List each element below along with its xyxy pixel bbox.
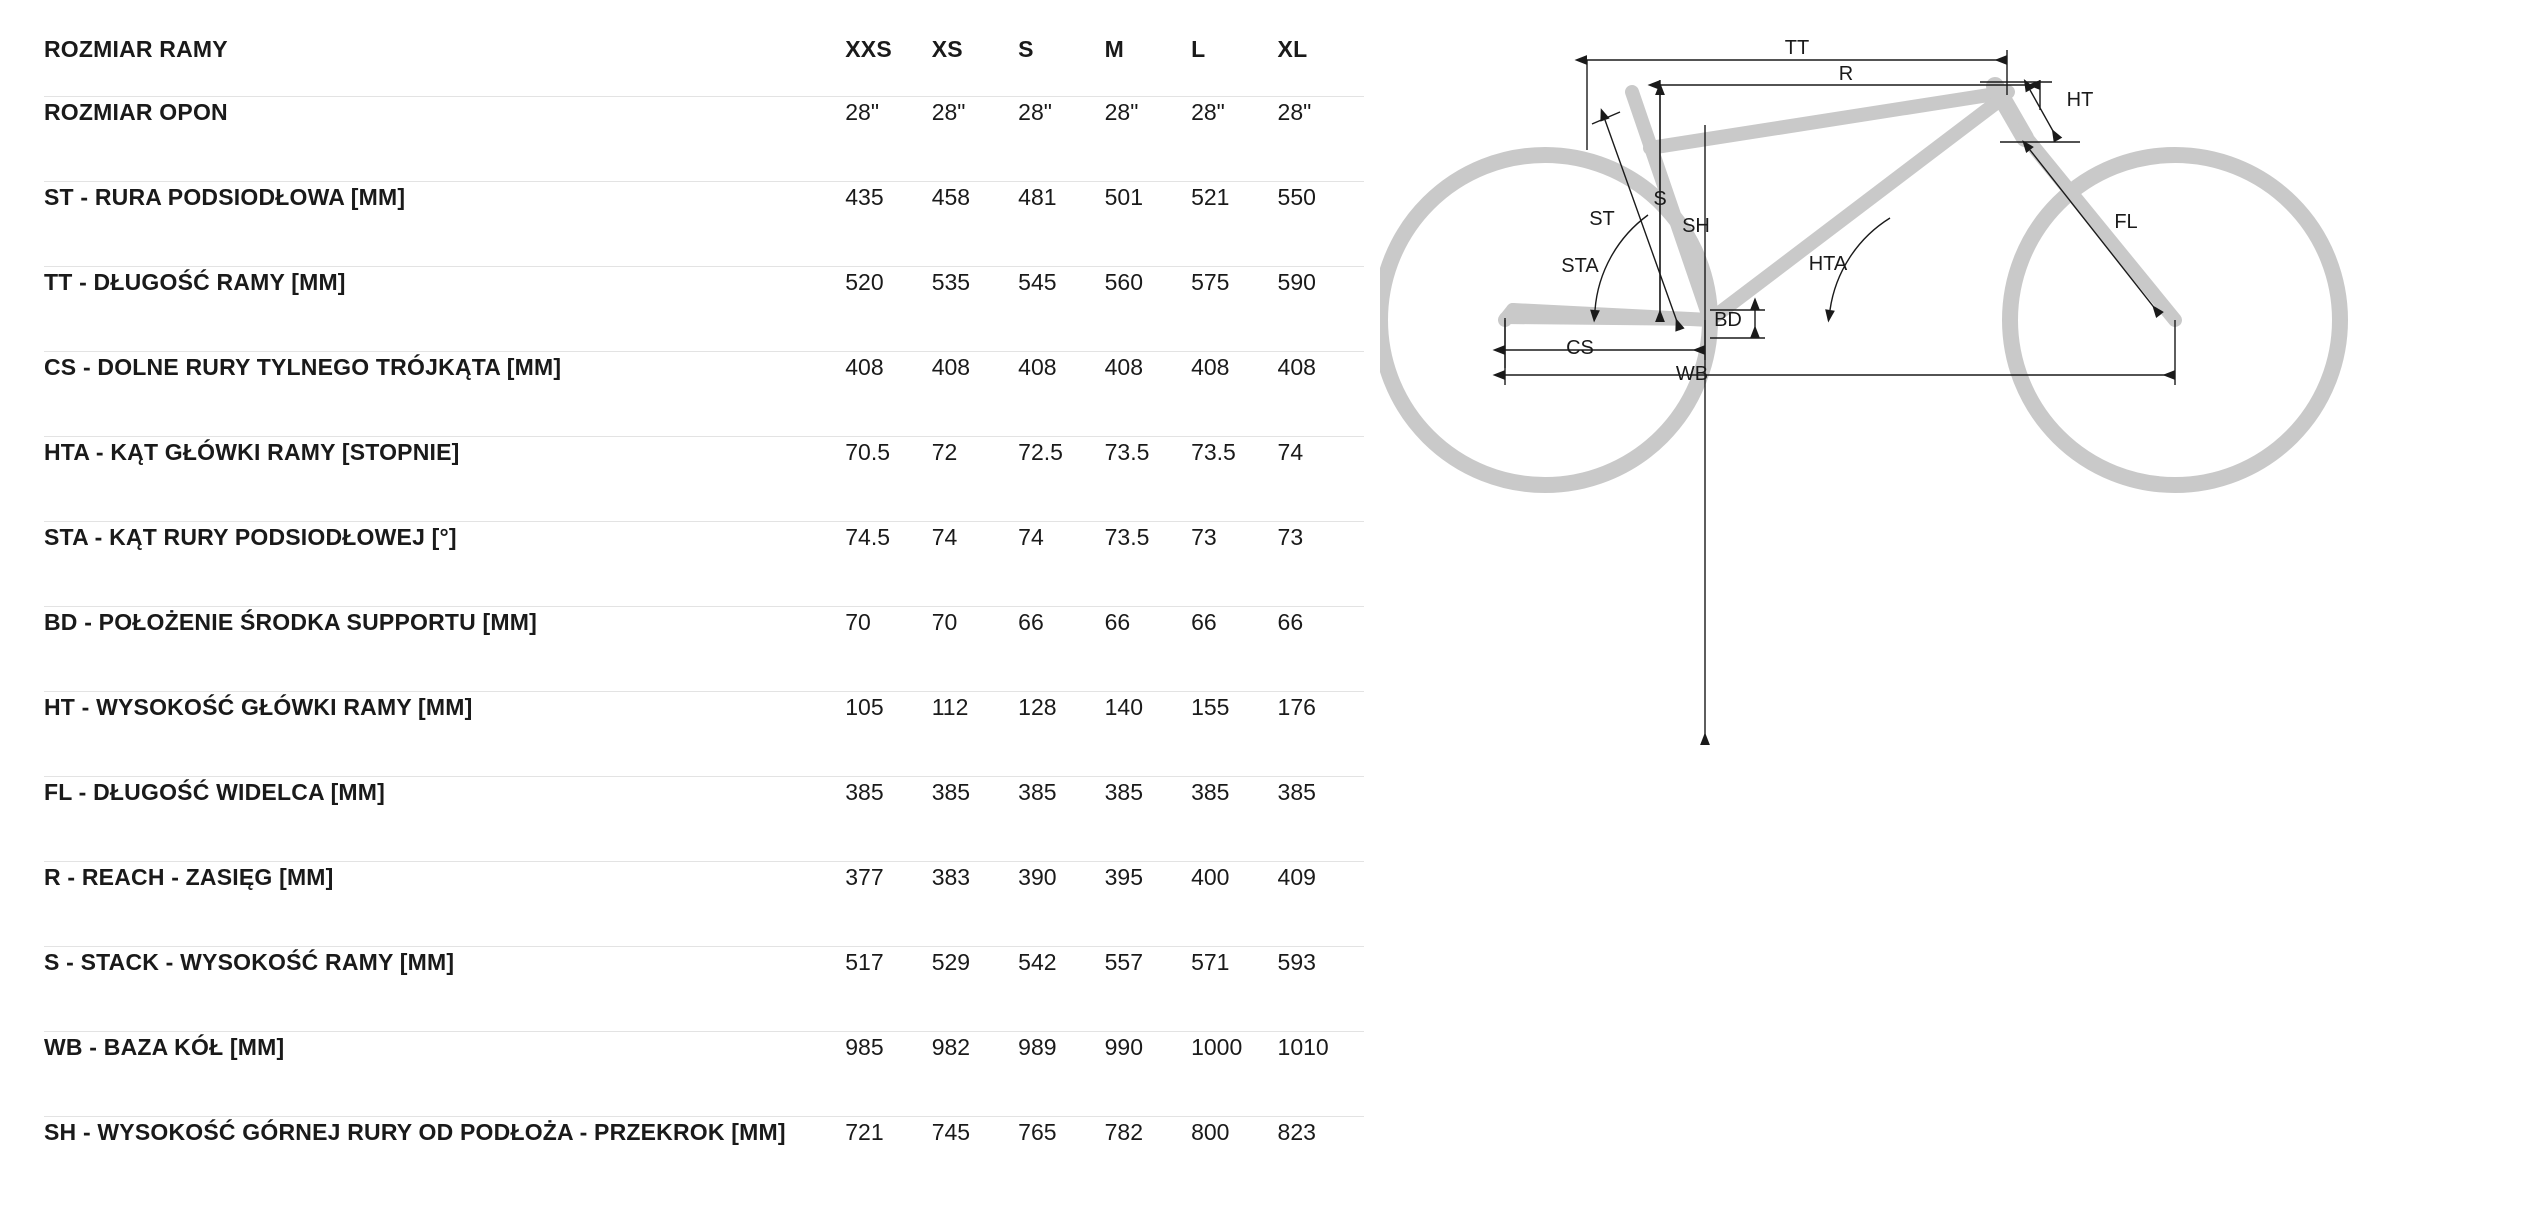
cell-value: 593 [1278, 947, 1364, 1032]
cell-value: 73.5 [1105, 522, 1191, 607]
label-hta: HTA [1808, 253, 1848, 275]
cell-value: 385 [845, 777, 931, 862]
cell-value: 409 [1278, 862, 1364, 947]
table-header-label: ROZMIAR RAMY [44, 34, 845, 97]
cell-value: 520 [845, 267, 931, 352]
row-label: WB - BAZA KÓŁ [MM] [44, 1032, 845, 1117]
cell-value: 66 [1191, 607, 1277, 692]
label-wb: WB [1675, 363, 1709, 385]
cell-value: 990 [1105, 1032, 1191, 1117]
table-row [44, 862, 1364, 947]
cell-value: 28" [1278, 97, 1364, 182]
cell-value: 989 [1018, 1032, 1104, 1117]
cell-value: 400 [1191, 862, 1277, 947]
dimension-lines [1505, 50, 2175, 745]
cell-value: 28" [1018, 97, 1104, 182]
cell-value: 155 [1191, 692, 1277, 777]
row-label: HTA - KĄT GŁÓWKI RAMY [STOPNIE] [44, 437, 845, 522]
seatstay-tube [1505, 318, 1710, 320]
cell-value: 535 [932, 267, 1018, 352]
cell-value: 408 [932, 352, 1018, 437]
cell-value: 73 [1191, 522, 1277, 607]
cell-value: 385 [1105, 777, 1191, 862]
cell-value: 385 [1191, 777, 1277, 862]
row-label: HT - WYSOKOŚĆ GŁÓWKI RAMY [MM] [44, 692, 845, 777]
label-s: S [1653, 188, 1667, 210]
cell-value: 383 [932, 862, 1018, 947]
table-row [44, 692, 1364, 777]
cell-value: 529 [932, 947, 1018, 1032]
bike-geometry-diagram [1380, 20, 2510, 780]
cell-value: 66 [1018, 607, 1104, 692]
cell-value: 128 [1018, 692, 1104, 777]
cell-value: 28" [845, 97, 931, 182]
table-row [44, 437, 1364, 522]
cell-value: 176 [1278, 692, 1364, 777]
column-header-xs: XS [932, 34, 1018, 97]
label-cs: CS [1566, 337, 1594, 359]
cell-value: 557 [1105, 947, 1191, 1032]
label-tt: TT [1784, 37, 1810, 59]
table-row [44, 607, 1364, 692]
cell-value: 435 [845, 182, 931, 267]
table-row [44, 182, 1364, 267]
cell-value: 385 [932, 777, 1018, 862]
cell-value: 70.5 [845, 437, 931, 522]
column-header-xxs: XXS [845, 34, 931, 97]
column-header-l: L [1191, 34, 1277, 97]
cell-value: 745 [931, 1119, 971, 1145]
cell-value: 385 [1018, 777, 1104, 862]
cell-value: 542 [1018, 947, 1104, 1032]
cell-value: 521 [1191, 182, 1277, 267]
cell-value: 408 [1191, 352, 1277, 437]
label-sh: SH [1682, 215, 1710, 237]
row-label: TT - DŁUGOŚĆ RAMY [MM] [44, 267, 845, 352]
label-sta: STA [1561, 255, 1599, 277]
cell-value: 105 [845, 692, 931, 777]
table-row [44, 1117, 1364, 1208]
table-header-row [44, 34, 1364, 97]
cell-value: 74 [1018, 522, 1104, 607]
rear-dropout [1505, 310, 1513, 320]
cell-value: 72 [932, 437, 1018, 522]
column-header-s: S [1018, 34, 1104, 97]
cell-value: 800 [1191, 1119, 1230, 1145]
cell-value: 571 [1191, 947, 1277, 1032]
cell-value: 765 [1018, 1119, 1057, 1145]
label-ht: HT [2066, 89, 2094, 111]
cell-value: 1000 [1191, 1032, 1277, 1117]
cell-value: 560 [1105, 267, 1191, 352]
cell-value: 28" [1191, 97, 1277, 182]
cell-value: 501 [1105, 182, 1191, 267]
label-fl: FL [2114, 211, 2138, 233]
cell-value: 74 [1278, 437, 1364, 522]
row-label: FL - DŁUGOŚĆ WIDELCA [MM] [44, 777, 845, 862]
cell-value: 73 [1278, 522, 1364, 607]
cell-value: 545 [1018, 267, 1104, 352]
cell-value: 390 [1018, 862, 1104, 947]
cell-value: 112 [932, 692, 1018, 777]
cell-value: 590 [1278, 267, 1364, 352]
cell-value: 823 [1277, 1119, 1316, 1145]
cell-value: 408 [1105, 352, 1191, 437]
cell-value: 1010 [1278, 1032, 1364, 1117]
cell-value: 72.5 [1018, 437, 1104, 522]
table-row [44, 777, 1364, 862]
column-header-m: M [1105, 34, 1191, 97]
bike-frame-illustration [1380, 86, 2340, 485]
row-label: ST - RURA PODSIODŁOWA [MM] [44, 182, 845, 267]
cell-value: 70 [932, 607, 1018, 692]
table-row [44, 97, 1364, 182]
cell-value: 575 [1191, 267, 1277, 352]
row-label: R - REACH - ZASIĘG [MM] [44, 862, 845, 947]
cell-value: 70 [845, 607, 931, 692]
cell-value: 28" [1105, 97, 1191, 182]
label-r: R [1838, 63, 1854, 85]
cell-value: 481 [1018, 182, 1104, 267]
table-row [44, 267, 1364, 352]
cell-value: 982 [932, 1032, 1018, 1117]
cell-value: 140 [1105, 692, 1191, 777]
cell-value: 377 [845, 862, 931, 947]
table-row [44, 352, 1364, 437]
label-st: ST [1589, 208, 1615, 230]
table-row [44, 1032, 1364, 1117]
cell-value: 74.5 [845, 522, 931, 607]
ht-dimension-line [2030, 90, 2058, 140]
table-row [44, 522, 1364, 607]
cell-value: 408 [845, 352, 931, 437]
cell-value: 66 [1278, 607, 1364, 692]
cell-value: 73.5 [1105, 437, 1191, 522]
cell-value: 408 [1018, 352, 1104, 437]
cell-value: 550 [1278, 182, 1364, 267]
cell-value: 73.5 [1191, 437, 1277, 522]
cell-value: 66 [1105, 607, 1191, 692]
cell-value: 517 [845, 947, 931, 1032]
geometry-table [44, 34, 1364, 1207]
row-label: S - STACK - WYSOKOŚĆ RAMY [MM] [44, 947, 845, 1032]
cell-value: 385 [1278, 777, 1364, 862]
row-label: CS - DOLNE RURY TYLNEGO TRÓJKĄTA [MM] [44, 352, 845, 437]
label-bd: BD [1714, 309, 1742, 331]
seat-tube [1632, 92, 1710, 320]
cell-value: 985 [845, 1032, 931, 1117]
table-row [44, 947, 1364, 1032]
cell-value: 721 [845, 1119, 884, 1145]
column-header-xl: XL [1278, 34, 1364, 97]
row-label: ROZMIAR OPON [44, 97, 845, 182]
row-label: BD - POŁOŻENIE ŚRODKA SUPPORTU [MM] [44, 607, 845, 692]
row-label: SH - WYSOKOŚĆ GÓRNEJ RURY OD PODŁOŻA - PRZEKROK [MM] [44, 1119, 786, 1145]
cell-value: 458 [932, 182, 1018, 267]
cell-value: 782 [1104, 1119, 1143, 1145]
cell-value: 74 [932, 522, 1018, 607]
cell-value: 28" [932, 97, 1018, 182]
row-label: STA - KĄT RURY PODSIODŁOWEJ [°] [44, 522, 845, 607]
cell-value: 408 [1278, 352, 1364, 437]
cell-value: 395 [1105, 862, 1191, 947]
